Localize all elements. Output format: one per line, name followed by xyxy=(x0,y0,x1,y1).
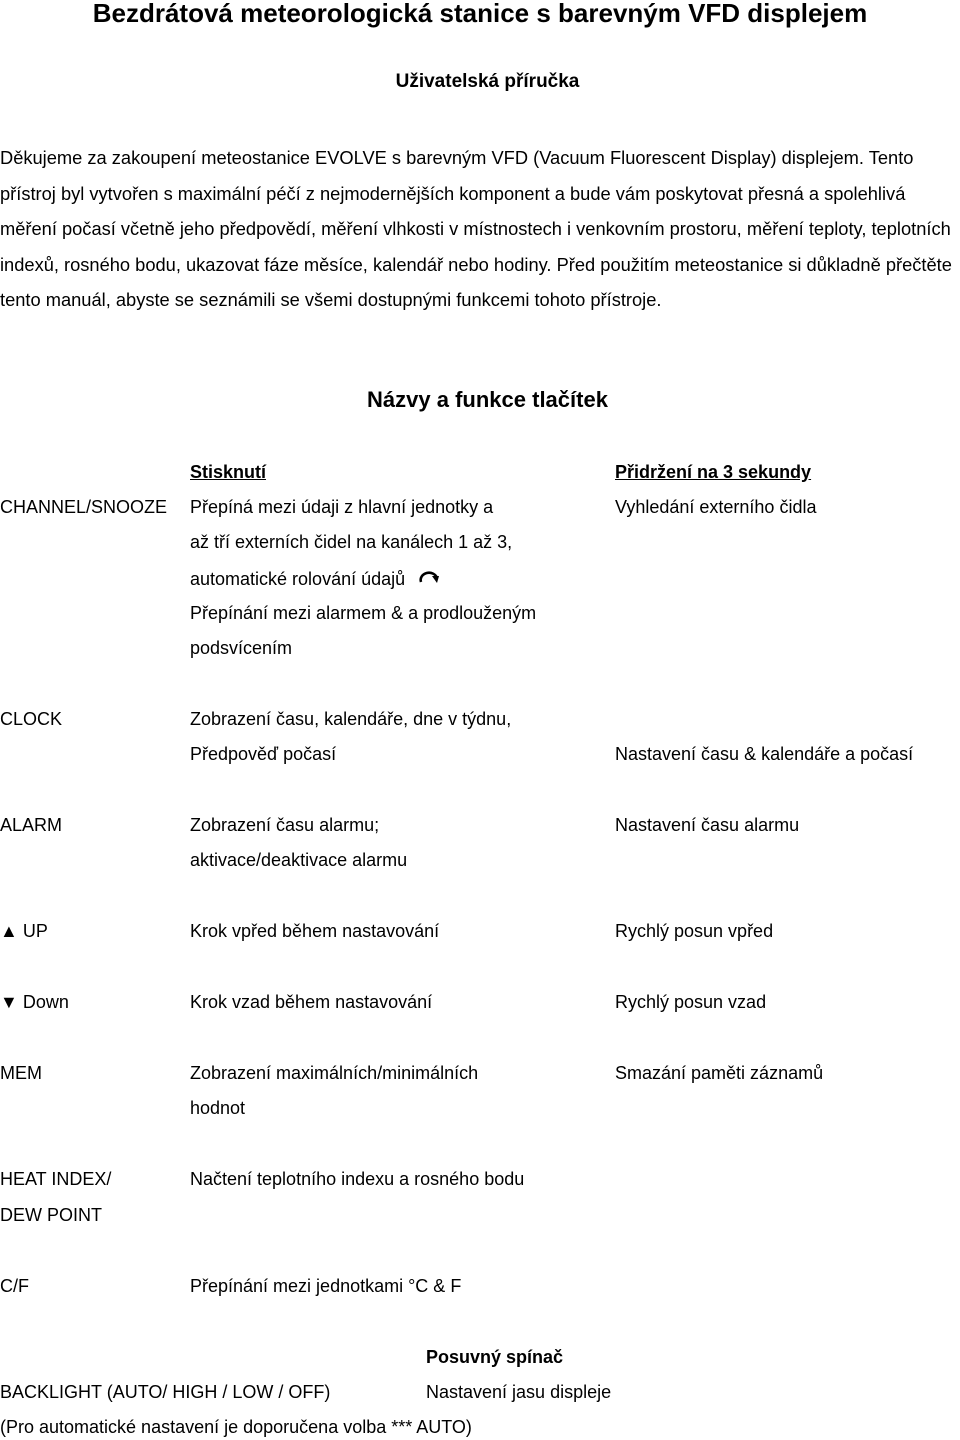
intro-paragraph xyxy=(0,140,960,318)
scroll-cycle-icon xyxy=(418,568,442,591)
down-hold: Rychlý posun vzad xyxy=(615,992,767,1012)
channel-press-line5: podsvícením xyxy=(190,638,293,658)
clock-press-line1: Zobrazení času, kalendáře, dne v týdnu, xyxy=(190,709,512,729)
mem-press-line2: hodnot xyxy=(190,1098,246,1118)
alarm-label: ALARM xyxy=(0,815,63,835)
mem-label: MEM xyxy=(0,1063,42,1083)
alarm-hold: Nastavení času alarmu xyxy=(615,815,800,835)
dew-point-label: DEW POINT xyxy=(0,1205,102,1225)
up-hold: Rychlý posun vpřed xyxy=(615,921,774,941)
backlight-value: Nastavení jasu displeje xyxy=(426,1382,612,1402)
alarm-press-line1: Zobrazení času alarmu; xyxy=(190,815,380,835)
backlight-note: (Pro automatické nastavení je doporučena volba *** AUTO) xyxy=(0,1417,472,1437)
channel-press-line3-row xyxy=(190,568,442,591)
header-hold: Přidržení na 3 sekundy xyxy=(615,462,812,482)
channel-press-line1: Přepíná mezi údaji z hlavní jednotky a xyxy=(190,497,494,517)
channel-snooze-label: CHANNEL/SNOOZE xyxy=(0,497,168,517)
up-label: ▲ UP xyxy=(0,921,48,941)
alarm-press-line2: aktivace/deaktivace alarmu xyxy=(190,850,408,870)
channel-press-line2: až tří externích čidel na kanálech 1 až 3, xyxy=(190,532,513,552)
channel-press-line3: automatické rolování údajů xyxy=(190,569,406,589)
heat-index-press: Načtení teplotního indexu a rosného bodu xyxy=(190,1169,525,1189)
up-press: Krok vpřed během nastavování xyxy=(190,921,440,941)
clock-press-line2: Předpověď počasí xyxy=(190,744,337,764)
channel-press-line4: Přepínání mezi alarmem & a prodlouženým xyxy=(190,603,537,623)
document-title: Bezdrátová meteorologická stanice s barevným VFD displejem xyxy=(92,0,868,28)
backlight-label: BACKLIGHT (AUTO/ HIGH / LOW / OFF) xyxy=(0,1382,331,1402)
mem-press-line1: Zobrazení maximálních/minimálních xyxy=(190,1063,479,1083)
clock-label: CLOCK xyxy=(0,709,63,729)
header-press: Stisknutí xyxy=(190,462,267,482)
channel-hold: Vyhledání externího čidla xyxy=(615,497,817,517)
cf-press: Přepínání mezi jednotkami °C & F xyxy=(190,1276,462,1296)
heat-index-label: HEAT INDEX/ xyxy=(0,1169,112,1189)
document-subtitle: Uživatelská příručka xyxy=(395,71,580,92)
clock-hold: Nastavení času & kalendáře a počasí xyxy=(615,744,914,764)
mem-hold: Smazání paměti záznamů xyxy=(615,1063,824,1083)
down-label: ▼ Down xyxy=(0,992,69,1012)
backlight-header: Posuvný spínač xyxy=(426,1347,564,1367)
down-press: Krok vzad během nastavování xyxy=(190,992,433,1012)
cf-label: C/F xyxy=(0,1276,29,1296)
intro-text: Děkujeme za zakoupení meteostanice EVOLVE s barevným VFD (Vacuum Fluorescent Display) displejem. Tento přístroj byl vytvořen s maximální péčí z nejmodernějších komponent a bude vám poskytovat přesná a spolehlivá měření počasí včetně jeho předpovědí, měření vlhkosti v místnostech i venkovním prostoru, měření teploty, teplotních indexů, rosného bodu, ukazovat fáze měsíce, kalendář nebo hodiny. Před použitím meteostanice si důkladně přečtěte tento manuál, abyste se seznámili se všemi dostupnými funkcemi tohoto přístroje. xyxy=(0,147,952,310)
section-title: Názvy a funkce tlačítek xyxy=(367,387,608,412)
